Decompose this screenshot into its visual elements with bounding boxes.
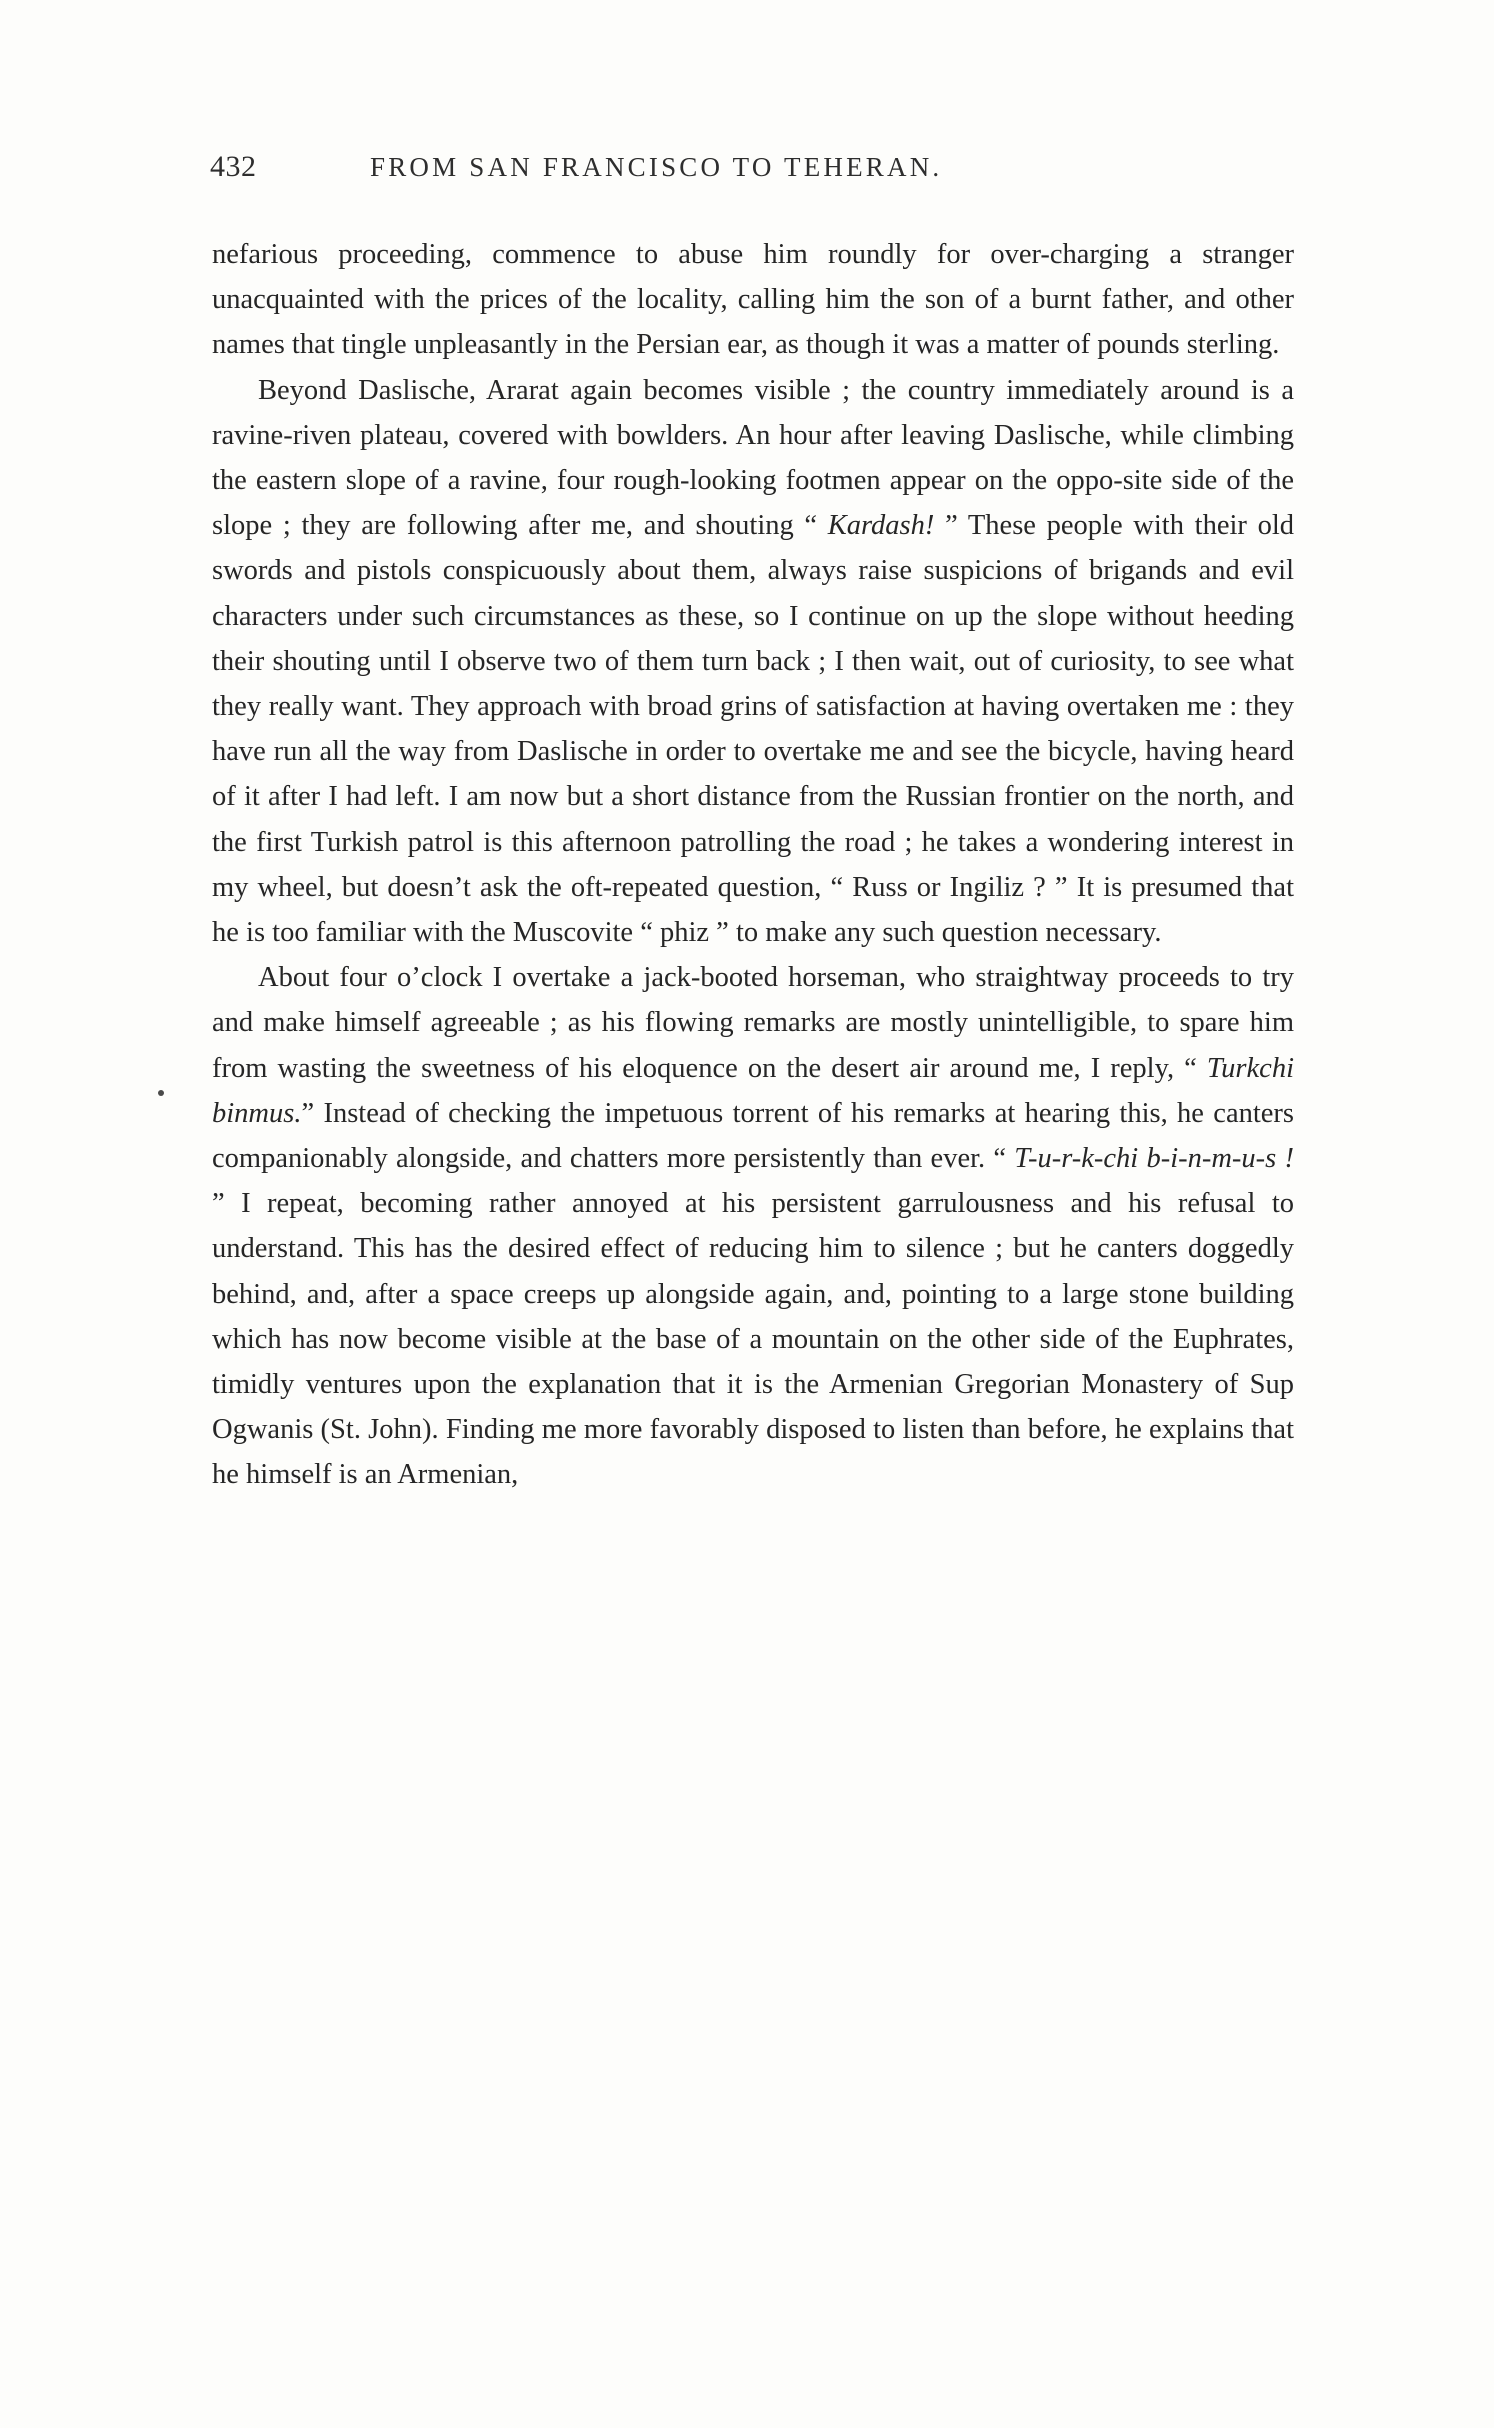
italic-phrase: Kardash! xyxy=(827,510,935,542)
running-head: FROM SAN FRANCISCO TO TEHERAN. xyxy=(370,152,943,182)
italic-phrase: T-u-r-k-chi b-i-n-m-u-s ! xyxy=(1014,1143,1294,1175)
body-text xyxy=(212,232,1294,1498)
text-run: ” I repeat, becoming rather annoyed at his persistent garrulousness and his refusal to understand. This has the desired effect of reducing him to silence ; but he canters doggedly behind, and, after a space creeps up alongside again, and, pointing to a large stone building which has now become visible at the base of a mountain on the other side of the Euphrates, timidly ventures upon the explanation that it is the Armenian Gregorian Monastery of Sup Ogwanis (St. John). Finding me more favorably disposed to listen than before, he explains that he himself is an Armenian, xyxy=(212,1188,1294,1491)
paragraph-2 xyxy=(212,368,1294,956)
text-run: ” Instead of checking the impetuous torrent of his remarks at hearing this, he canters companionably alongside, and chatters more persistently than ever. “ xyxy=(212,1097,1294,1175)
page-header xyxy=(210,150,1300,184)
text-run: ” These people with their old swords and pistols conspicuously about them, always raise suspicions of brigands and evil characters under such circumstances as these, so I continue on up the slope without heeding their shouting until I observe two of them turn back ; I then wait, out of curiosity, to see what they really want. They approach with broad grins of satisfaction at having overtaken me : they have run all the way from Daslische in order to overtake me and see the bicycle, having heard of it after I had left. I am now but a short distance from the Russian frontier on the north, and the first Turkish patrol is this afternoon patrolling the road ; he takes a wondering interest in my wheel, but doesn’t ask the oft-repeated question, “ Russ or Ingiliz ? ” It is presumed that he is too familiar with the Muscovite “ phiz ” to make any such question necessary. xyxy=(212,510,1294,949)
paragraph-3 xyxy=(212,955,1294,1497)
text-run: nefarious proceeding, commence to abuse him roundly for over-charging a stranger unacquainted with the prices of the locality, calling him the son of a burnt father, and other names that tingle unpleasantly in the Persian ear, as though it was a matter of pounds sterling. xyxy=(212,239,1294,361)
page-number: 432 xyxy=(210,150,257,183)
margin-dot-mark xyxy=(158,1090,164,1096)
italic-phrase: Turkchi binmus. xyxy=(212,1052,1294,1129)
text-run: Beyond Daslische, Ararat again becomes visible ; the country immediately around is a ravine-riven plateau, covered with bowlders. An hour after leaving Daslische, while climbing the eastern slope of a ravine, four rough-looking footmen appear on the oppo-site side of the slope ; they are following after me, and shouting “ xyxy=(212,374,1294,542)
paragraph-1 xyxy=(212,232,1294,368)
text-run: About four o’clock I overtake a jack-booted horseman, who straightway proceeds to try and make himself agreeable ; as his flowing remarks are mostly unintelligible, to spare him from wasting the sweetness of his eloquence on the desert air around me, I reply, “ xyxy=(212,962,1294,1084)
